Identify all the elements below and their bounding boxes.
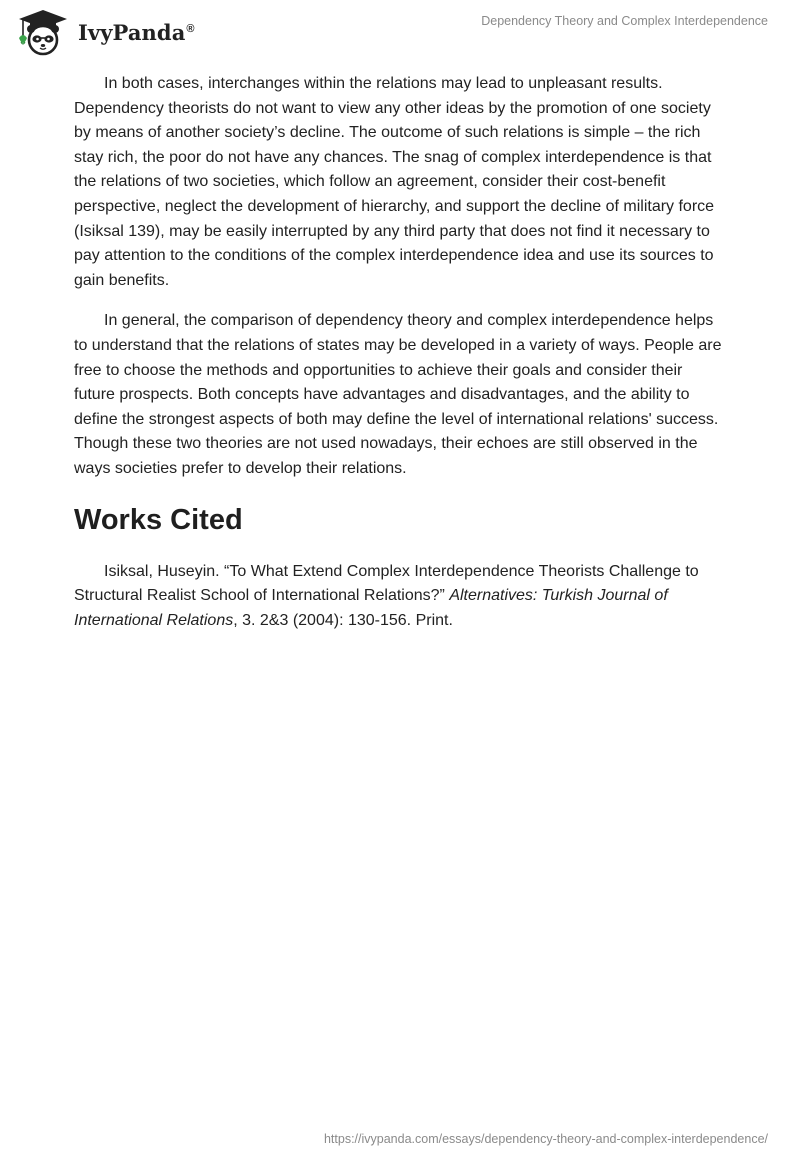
brand-name-text: IvyPanda	[78, 19, 186, 45]
panda-graduate-icon	[14, 8, 72, 56]
works-cited-heading: Works Cited	[74, 503, 243, 536]
citation-journal: Alternatives: Turkish Journal of International Relations	[74, 587, 668, 629]
citation-details: , 3. 2&3 (2004): 130-156. Print.	[233, 611, 453, 629]
essay-content	[74, 72, 724, 633]
ivypanda-logo[interactable]	[14, 8, 195, 56]
brand-name	[78, 20, 195, 45]
registered-mark: ®	[186, 22, 195, 35]
citation-author-title: Isiksal, Huseyin. “To What Extend Complex Interdependence Theorists Challenge to Structural Realist School of International Relations?”	[74, 562, 699, 605]
document-title: Dependency Theory and Complex Interdependence	[481, 14, 768, 28]
body-paragraph-2: In general, the comparison of dependency theory and complex interdependence helps to understand that the relations of states may be developed in a variety of ways. People are free to choose the methods and opportunities to achieve their goals and consider their future prospects. Both concepts have advantages and disadvantages, and the ability to define the strongest aspects of both may define the level of international relations' success. Though these two theories are not used nowadays, their echoes are still observed in the ways societies prefer to develop their relations.	[74, 312, 722, 477]
citation-entry	[74, 560, 724, 634]
source-url-link[interactable]: https://ivypanda.com/essays/dependency-theory-and-complex-interdependence/	[323, 1132, 768, 1146]
body-paragraph-1: In both cases, interchanges within the relations may lead to unpleasant results. Dependency theorists do not want to view any other ideas by the promotion of one society by means of another society’s decline. The outcome of such relations is simple – the rich stay rich, the poor do not have any chances. The snag of complex interdependence is that the relations of two societies, which follow an agreement, consider their cost-benefit perspective, neglect the development of hierarchy, and support the decline of military force (Isiksal 139), may be easily interrupted by any third party that does not find it necessary to pay attention to the conditions of the complex interdependence idea and use its sources to gain benefits.	[74, 75, 715, 289]
page-header	[0, 0, 800, 60]
